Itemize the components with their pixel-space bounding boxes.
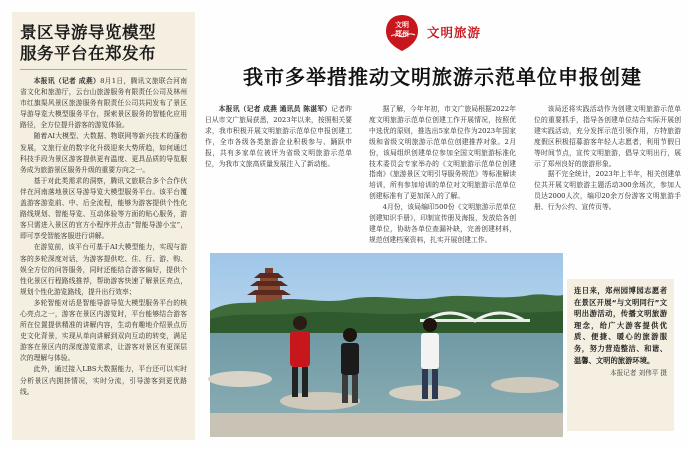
paragraph-text: 多轮智能对话是智能导游导览大模型服务平台的核心亮点之一，游客在景区内游览时，平台能够结合游客所在位置提供精准的讲解内容，生动有趣地介绍景点历史文化背景，实现从单向讲解到双向互动的转变，满足游客在景区内的深度游览需求，让游客对景区有更深层次的理解与体验。 [20,298,187,363]
article-column-1 [205,104,352,230]
sidebar-paragraph [20,76,187,131]
sidebar-paragraph [20,364,187,397]
news-photo [210,253,563,437]
article-paragraph [205,104,352,169]
article-paragraph [369,202,516,246]
byline: 本报讯（记者 成燕） [33,77,101,85]
photo-credit: 本报记者 刘伟平 摄 [610,369,667,378]
badge-text-line1: 文明 [395,21,409,29]
paragraph-text: 4月份，该局编印500份《文明旅游示范单位创建知识手册》，印制宣传册及海报，发放给各创建单位，协助各单位查漏补缺，完善创建材料，规范创建档案资料，扎实开展创建工作。 [369,203,516,244]
section-tag: 文明旅游 [427,25,482,40]
article-column-3 [534,104,681,230]
paragraph-text: 基于对此类需求的洞察，腾讯文旅联合多个合作伙伴在河南落地景区导游导览大模型服务平台。该平台覆盖游客游览前、中、后全流程，能够为游客提供个性化路线规划、智能导览、互动体验等方面的贴心服务，游客只需进入景区的官方小程序并点击“智能导游小宝”，即可享受智能客服进行讲解。 [20,176,187,241]
sidebar-article [12,12,195,440]
sidebar-article-body [20,76,187,398]
paragraph-text: 8月1日，腾讯文旅联合河南省文化和旅游厅，云台山旅游服务有限责任公司及林州市红旗渠风景区旅游服务有限责任公司共同发布了景区导游导览大模型服务平台，探索景区服务的智能化应用路径，全方位提升游客的游览体验。 [20,77,187,130]
paragraph-text: 该局还将实践活动作为创建文明旅游示范单位的重要抓手，指导各创建单位结合实际开展创建实践活动，充分发挥示范引领作用，方特旅游度假区积极招募游客年轻人志愿者，利用节假日等时间节点，宣传文明旅游，倡导文明出行，展示了郑州良好的旅游形象。 [534,105,681,168]
section-badge [385,14,419,52]
main-headline: 我市多举措推动文明旅游示范单位申报创建 [243,65,642,89]
main-article-body [205,104,681,244]
sidebar-paragraph [20,131,187,175]
photo-illustration [210,253,563,437]
sidebar-paragraph [20,176,187,243]
sidebar-paragraph [20,242,187,297]
sidebar-paragraph [20,298,187,365]
badge-text [385,21,419,39]
sidebar-article-header [20,22,187,70]
paragraph-text: 随着AI大模型、大数据、物联网等新兴技术的蓬勃发展，文旅行业的数字化升级迎来大势所趋，如何通过科技手段为景区游客提供更有温度、更具品质的导览服务成为旅游景区服务升级的重要方向之一。 [20,132,187,174]
sidebar-article-title-line2: 服务平台在郑发布 [20,44,156,63]
photo-caption [567,279,674,431]
photo-caption-text: 连日来，郑州园博园志愿者在景区开展“与文明同行”文明出游活动，传播文明旅游理念，给广大游客提供优质、便捷、暖心的旅游服务，努力营造整洁、和谐、温馨、文明的旅游环境。 [574,286,667,365]
article-paragraph [534,104,681,169]
article-paragraph [369,104,516,202]
byline: 本报讯（记者 成燕 通讯员 陈湛军） [218,105,332,113]
paragraph-text: 在游览前，该平台可基于AI大模型能力，实现与游客的多轮深度对话，为游客提供吃、住、行、游、购、娱全方位的问答服务，同时还能结合游客偏好，提供个性化景区行程路线推荐，帮助游客快速了解景区亮点，规划个性化游览路线，提升出行效率； [20,243,187,296]
article-column-2 [369,104,516,244]
paragraph-text: 记者昨日从市文广旅局获悉，2023年以来，按照相关要求，我市积极开展文明旅游示范单位申报创建工作，全市各级各类旅游企业积极参与、踊跃申报，共有多家单位被评为省级文明旅游示范单位，为我市文旅高质量发展注入了新动能。 [205,105,352,168]
sidebar-article-title-line1: 景区导游导览模型 [20,23,156,42]
paragraph-text: 据不完全统计，2023年上半年，相关创建单位共开展文明旅游主题活动300余场次，参加人员达2000人次，编印20余万份游客文明旅游手册、行为公约、宣传页等。 [534,170,681,212]
paragraph-text: 据了解，今年年初，市文广旅局根据2022年度文明旅游示范单位创建工作开展情况，按照优中选优的原则，推选出5家单位作为2023年国家级和省级文明旅游示范单位创建推荐对象。2月份，该局组织创建单位参加全国文明旅游标准化技术委员会专家举办的《文明旅游示范单位创建指南》《旅游景区文明引导服务规范》等标准解读培训，所有参加培训的单位对文明旅游示范单位创建标准有了更加深入的了解。 [369,105,516,201]
badge-text-line2: 郑州 [395,30,409,38]
paragraph-text: 此外，通过接入LBS大数据能力，平台还可以实时分析景区内拥挤情况，实时分流，引导游客到更优路线。 [20,365,187,396]
article-paragraph [534,169,681,213]
